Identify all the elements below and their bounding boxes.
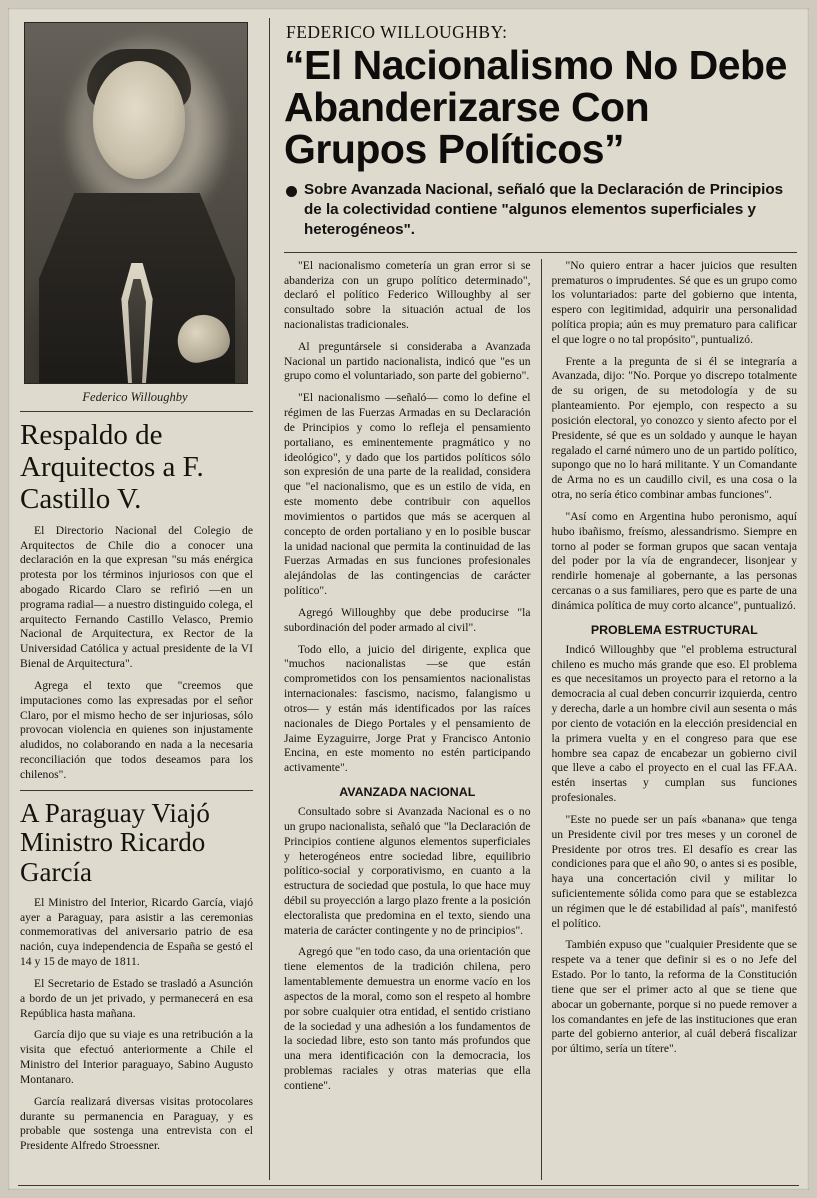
paragraph: García realizará diversas visitas protocolares durante su permanencia en Paraguay, y es probable que sostenga una entrevista con el Presidente Alfredo Stroessner.	[20, 1094, 253, 1153]
paragraph: Agrega el texto que "creemos que imputaciones como las expresadas por el señor Claro, por el mismo hecho de ser injuriosas, sólo provocan violencia en quienes son injustamente aludidos, no colaborando en nada a la necesaria reconciliación que todos deseamos para los chilenos".	[20, 678, 253, 781]
section-subhead: PROBLEMA ESTRUCTURAL	[590, 622, 758, 637]
paragraph: Consultado sobre si Avanzada Nacional es o no un grupo nacionalista, señaló que "la Declaración de Principios contiene algunos elementos superficiales y heterogéneos entre sociedad libre, equilibrio político-social y corporativismo, en cuanto a la estructura de sociedad que postula, lo que hace muy débil su proyección a largo plazo frente a la posición electoralista que predomina en el texto, siendo una materia de carácter contingente y no de principios".	[284, 805, 531, 937]
main-headline: “El Nacionalismo No Debe Abanderizarse Con Grupos Políticos”	[284, 42, 787, 172]
photo-face	[93, 61, 185, 179]
bullet-icon	[286, 186, 297, 197]
paragraph: Agregó Willoughby que debe producirse "la subordinación del poder armado al civil".	[284, 605, 531, 634]
paragraph: El Ministro del Interior, Ricardo García, viajó ayer a Paraguay, para asistir a las ceremonias conmemorativas del aniversario patrio de esa nación, cuya independencia de España se gestó el 14 y 15 de mayo de 1811.	[20, 895, 253, 969]
paragraph: "El nacionalismo cometería un gran error si se abanderiza con un grupo político determinado", declaró el político Federico Willoughby al ser consultado sobre la situación actual de los nacionalistas tradicionales.	[284, 258, 531, 331]
article-kicker: FEDERICO WILLOUGHBY:	[286, 22, 508, 42]
paragraph: "El nacionalismo —señaló— como lo define el régimen de las Fuerzas Armadas en su Declaración de Principios y como lo refleja el pensamiento portaliano, es eminentemente pragmático y no ideológico", y dado que los partidos políticos sólo son expresión de una parte de la realidad, considera que "el nacionalismo, que es un estilo de vida, en este momento debe contribuir con aquellos movimientos o partidos que más se acerquen al concepto de orden portaliano y en lo posible buscar la unidad nacional que permita la continuidad de las Fuerzas Armadas en sus funciones profesionales alejándolas de las contingencias de carácter político".	[284, 391, 531, 598]
footer-rule	[18, 1185, 799, 1186]
divider-rule	[20, 790, 253, 791]
page-content	[18, 18, 799, 1180]
section-subhead: AVANZADA NACIONAL	[339, 785, 476, 800]
paper-sheet	[8, 8, 809, 1190]
story-column-1	[282, 259, 541, 1180]
photo-caption: Federico Willoughby	[82, 390, 188, 404]
column-divider	[269, 18, 270, 1180]
deck-divider-rule	[284, 252, 797, 253]
paragraph: "Este no puede ser un país «banana» que tenga un Presidente civil por tres meses y un coronel de Presidente por otros tres. El desafío es crear las condiciones para que el año 90, o antes si es posible, haya una concertación civil y militar lo suficientemente sólida como para que se establezca un régimen que le dé estabilidad al país", manifestó el político.	[551, 812, 797, 930]
paragraph: "No quiero entrar a hacer juicios que resulten prematuros o imprudentes. Sé que es un grupo como los voluntariados: parte del gobierno que intenta, espero con legitimidad, adquirir una personalidad política propia; aún es muy prematuro para calificar el que logre o no tal propósito", puntualizó.	[551, 258, 797, 346]
paragraph: El Secretario de Estado se trasladó a Asunción a bordo de un jet privado, y permanecerá en esa República hasta mañana.	[20, 976, 253, 1020]
right-column	[276, 18, 799, 1180]
paragraph: También expuso que "cualquier Presidente que se respete va a tener que definir si es o no Jefe del Estado. Por lo tanto, la reforma de la Constitución tiene que ser el primer acto al que se tiene que abocar un gobernante, porque si no puede remover a los comandantes en jefe de las instituciones que eran parte del gobierno anterior, al cuál deberá fiscalizar por último, sería un títere".	[551, 938, 797, 1056]
paragraph: Agregó que "en todo caso, da una orientación que tiene elementos de la tradición chilena, pero lamentablemente demuestra un enorme vacío en los aspectos de la moral, como son el respeto al hombre por sobre cualquier otra entidad, el sentido cristiano de la sociedad y una adhesión a los fundamentos de la sociedad libre, esto son tanto más profundos que una mera identificación con la democracia, los problemas raciales y otras materias que ella contiene".	[284, 945, 531, 1092]
story-columns	[282, 259, 799, 1180]
portrait-photo	[24, 22, 248, 384]
divider-rule	[20, 411, 253, 412]
article-headline-paraguay: A Paraguay Viajó Ministro Ricardo García	[20, 797, 210, 888]
paragraph: Frente a la pregunta de si él se integraría a Avanzada, dijo: "No. Porque yo discrepo totalmente de su origen, de su metodología y de su planteamiento. Por ejemplo, con respecto a su posición electoral, yo conozco y siento afecto por el Presidente, sé que es un soldado y aunque le hayan regalado el carné número uno de un partido político, supongo que no lo hará militante. Y un Comandante de Arma no es un caudillo civil, es una cosa o la otra, no sería ético combinar ambas funciones".	[551, 354, 797, 502]
left-column	[18, 18, 263, 1180]
paragraph: García dijo que su viaje es una retribución a la visita que efectuó anteriormente a Chile el Ministro del Interior paraguayo, Sabino Augusto Montanaro.	[20, 1028, 253, 1086]
paragraph: El Directorio Nacional del Colegio de Arquitectos de Chile dio a conocer una declaración en la que expresan "su más enérgica protesta por los términos injuriosos con que el abogado Ricardo Claro se refirió —en un programa radial— a nuestro distinguido colega, el arquitecto Fernando Castillo Velasco, Premio Nacional de Arquitectura, ex Rector de la Universidad Católica y actual presidente de la VI Bienal de Arquitectura".	[20, 523, 253, 671]
paragraph: Indicó Willoughby que "el problema estructural chileno es mucho más grande que eso. El problema es que necesitamos un proyecto para el retorno a la democracia al cual deben concurrir izquierda, centro y derecha, darle a un hombre civil aun sesenta o más por ciento de votación en la elección presidencial en la primera vuelta y en el congreso para que ese hombre sea capaz de encabezar un gobierno civil que lleve a cabo el proyecto en el cual las FF.AA. estén insertas y cumplan sus funciones profesionales.	[551, 642, 797, 805]
story-column-2	[541, 259, 800, 1180]
paragraph: Todo ello, a juicio del dirigente, explica que "muchos nacionalistas —se que están comprometidos con los pensamientos nacionalistas internacionales: fascismo, nacismo, falangismo u otros— y están más identificados por las raíces nacionales de Diego Portales y el pensamiento de Jaime Eyzaguirre, Jorge Prat y Francisco Antonio Encina, en este momento no estén participando activamente".	[284, 642, 531, 775]
article-deck	[286, 180, 797, 239]
photo-background	[25, 23, 247, 383]
article-headline-arquitectos: Respaldo de Arquitectos a F. Castillo V.	[20, 419, 204, 515]
paragraph: Al preguntársele si consideraba a Avanzada Nacional un partido nacionalista, indicó que "es un grupo como el voluntariado, son parte del gobierno".	[284, 339, 531, 383]
deck-text: Sobre Avanzada Nacional, señaló que la Declaración de Principios de la colectividad contiene "algunos elementos superficiales y heterogéneos".	[304, 181, 784, 238]
paragraph: "Así como en Argentina hubo peronismo, aquí hubo ibañismo, freísmo, alessandrismo. Siempre en torno al poder se forman grupos que sacan ventaja del poder por la vía de engrandecer, lisonjear y rendirle homenaje al gobernante, a las personas cercanas o a sus familiares, pero que es parte de una dinámica política de muy corto alcance", puntualizó.	[551, 509, 797, 612]
